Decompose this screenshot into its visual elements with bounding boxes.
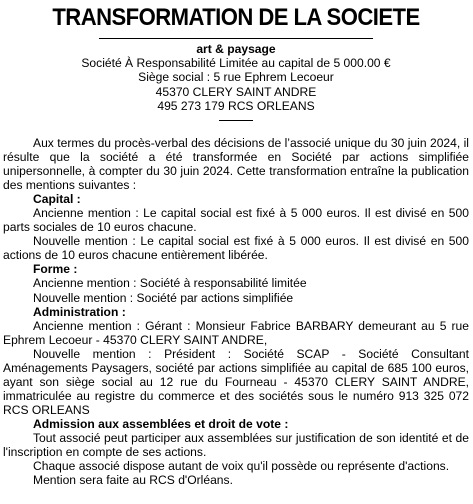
notice-body (3, 136, 469, 487)
assemblees-paragraph-1: Tout associé peut participer aux assemblées sur justification de son identité et de l'inscription en compte de ses actions. (3, 431, 469, 460)
company-rcs: 495 273 179 RCS ORLEANS (157, 98, 315, 113)
assemblees-heading: Admission aux assemblées et droit de vote : (33, 416, 289, 431)
title-divider (99, 38, 373, 39)
forme-new-mention: Nouvelle mention : Société par actions simplifiée (33, 290, 294, 305)
assemblees-paragraph-2: Chaque associé dispose autant de voix qu'il possède ou représente d'actions. (33, 459, 450, 474)
capital-new-mention: Nouvelle mention : Le capital social est fixé à 5 000 euros. Il est divisé en 500 actions de 10 euros chacune entièrement libérée. (3, 234, 469, 263)
company-form-capital: Société À Responsabilité Limitée au capital de 5 000.00 € (81, 56, 391, 71)
administration-heading: Administration : (33, 304, 126, 319)
administration-new-mention: Nouvelle mention : Président : Société SCAP - Société Consultant Aménagements Paysagers, société par actions simplifiée au capital de 685 100 euros, ayant son siège social au 12 rue du Fourneau - 45370 CLERY SAINT ANDRE, immatriculée au registre du commerce et des sociétés sous le numéro 913 325 072 RCS ORLEANS (3, 346, 469, 417)
closing-paragraph: Mention sera faite au RCS d'Orléans. (33, 473, 233, 488)
legal-notice (0, 5, 473, 504)
notice-title: TRANSFORMATION DE LA SOCIETE (52, 4, 420, 31)
company-seat: Siège social : 5 rue Ephrem Lecoeur (138, 70, 334, 85)
intro-paragraph: Aux termes du procès-verbal des décisions de l’associé unique du 30 juin 2024, il résulte que la société a été transformée en Société par actions simplifiée unipersonnelle, à compter du 30 juin 2024. Cette transformation entraîne la publication des mentions suivantes : (3, 136, 469, 193)
capital-heading: Capital : (33, 192, 81, 207)
company-header (3, 42, 469, 113)
header-divider (219, 120, 253, 121)
forme-heading: Forme : (33, 262, 78, 277)
company-city: 45370 CLERY SAINT ANDRE (155, 84, 317, 99)
administration-old-mention: Ancienne mention : Gérant : Monsieur Fabrice BARBARY demeurant au 5 rue Ephrem Lecoeur - 45370 CLERY SAINT ANDRE, (3, 318, 469, 347)
company-name: art & paysage (196, 42, 276, 56)
forme-old-mention: Ancienne mention : Société à responsabilité limitée (33, 276, 307, 291)
capital-old-mention: Ancienne mention : Le capital social est fixé à 5 000 euros. Il est divisé en 500 parts sociales de 10 euros chacune. (3, 206, 469, 235)
